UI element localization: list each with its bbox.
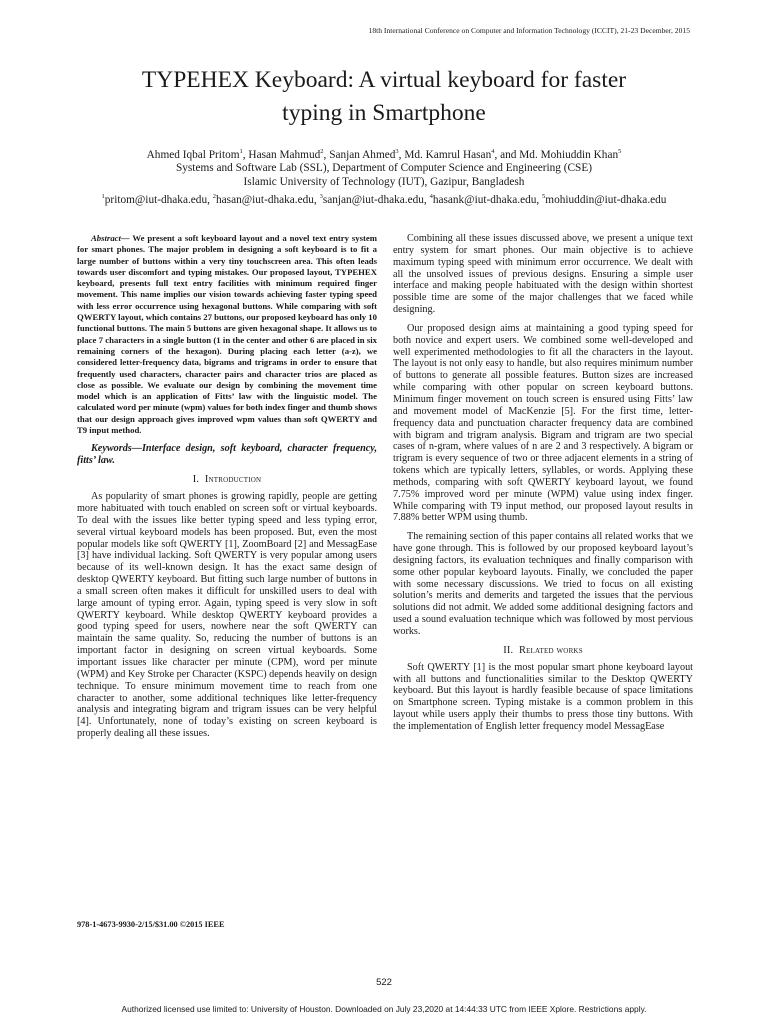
section-heading-related-works: II. Related works xyxy=(503,644,583,656)
left-column xyxy=(77,233,377,747)
page-number: 522 xyxy=(376,977,392,988)
license-notice: Authorized licensed use limited to: University of Houston. Downloaded on July 23,2020 at 14:44:33 UTC from IEEE Xplore. Restrictions apply. xyxy=(121,1004,647,1014)
right-column xyxy=(393,233,693,740)
related-works-paragraph: Soft QWERTY [1] is the most popular smart phone keyboard layout with all buttons and functionalities similar to the Desktop QWERTY keyboard. But this layout is hardly feasible because of space limitations on Smartphone screen. Typing mistake is a common problem in this layout while users apply their thumbs to press those tiny buttons. With the implementation of English letter frequency model MessagEase xyxy=(393,661,693,732)
abstract-text: We present a soft keyboard layout and a novel text entry system for smart phones. The major problem in designing a soft keyboard is to fit a large number of buttons within a very tiny touchscreen area. This often leads towards user discomfort and typing mistakes. Our proposed layout, TYPEHEX keyboard, presents full text entry facilities with minimum required finger movement. This name implies our vision towards achieving faster typing speed with less error occurrence using hexagonal buttons. While comparing with soft QWERTY layout, which contains 27 buttons, our proposed keyboard has only 10 functional buttons. The main 5 buttons are given hexagonal shape. It allows us to place 7 characters in a single button (1 in the center and other 6 are placed in six remaining corners of the hexagon). During placing each letter (a-z), we considered letter-frequency data, bigrams and trigrams in order to ensure that frequently used characters, character pairs and character trios are placed as close as possible. We evaluate our design by combining the movement time model which is an application of Fitts’ law with the linguistic model. The calculated word per minute (wpm) values for both index finger and thumb shows that our design approach gives improved wpm values than soft QWERTY and T9 input method. xyxy=(77,233,377,436)
body-paragraph-3: The remaining section of this paper contains all related works that we have gone through. This is followed by our proposed keyboard layout’s designing factors, its evaluation techniques and finally comparison with some other popular keyboard layouts. Finally, we concluded the paper with some necessary discussions. We tried to focus on all existing solution’s merits and demerits and targeted the issues that the pervious solutions did not admit. We added some additional designing factors and used a sound evaluation technique which was followed by most pervious works. xyxy=(393,531,693,637)
author-2: Hasan Mahmud xyxy=(248,148,321,161)
keywords: Keywords—Interface design, soft keyboard, character frequency, fitts’ law. xyxy=(77,443,377,467)
author-3: Sanjan Ahmed xyxy=(329,148,396,161)
body-paragraph-2: Our proposed design aims at maintaining a good typing speed for both novice and expert users. We combined some well-developed and well experimented methodologies to fit all the characters in the layout. The layout is not only easy to handle, but also requires minimum number of buttons to generate all possible features. Button sizes are increased while comparing with other popular on screen keyboard buttons. Minimum finger movement on touch screen is ensured using Fitts’ law and movement model of MacKenzie [5]. For the first time, letter-frequency data and punctuation character frequency data are combined with bigram and trigram analysis. Bigram and trigram are two special cases of n-gram, where values of n are 2 and 3 respectively. A bigram or trigram is every sequence of two or three adjacent elements in a string of tokens which are typically letters, syllables, or words. Applying these methods, comparing with soft QWERTY keyboard layout, we found 7.75% improved word per minute (WPM) value using index finger. While comparing with T9 input method, our proposed layout results in 7.88% better WPM using thumb. xyxy=(393,322,693,524)
title-line-2: typing in Smartphone xyxy=(282,100,486,126)
affiliation-2: Islamic University of Technology (IUT), Gazipur, Bangladesh xyxy=(243,175,525,188)
abstract-label: Abstract— xyxy=(91,233,130,243)
author-5: and Md. Mohiuddin Khan xyxy=(500,148,619,161)
conference-header: 18th International Conference on Computer and Information Technology (ICCIT), 21-23 December, 2015 xyxy=(368,26,690,35)
title-line-1: TYPEHEX Keyboard: A virtual keyboard for faster xyxy=(141,67,627,93)
body-paragraph-1: Combining all these issues discussed above, we present a unique text entry system for smart phones. Our main objective is to achieve maximum typing speed with minimum error occurrence. We dealt with all the unsolved issues of previous designs. Ensuring a simple user interface and making people habituated with the design within shortest possible time are some of the major challenges that we faced while designing. xyxy=(393,233,693,316)
author-4: Md. Kamrul Hasan xyxy=(404,148,492,161)
author-1: Ahmed Iqbal Pritom xyxy=(146,148,240,161)
intro-paragraph: As popularity of smart phones is growing rapidly, people are getting more habituated with touch enabled on screen soft or virtual keyboards. To deal with the issues like better typing speed and less typing error, several virtual keyboard models has been proposed. But, even the most popular models like soft QWERTY [1], ZoomBoard [2] and MessagEase [3] have individual lacking. Soft QWERTY is very popular among users because of its well-known design. It has the exact same design of desktop QWERTY keyboard. But fitting such large number of buttons in a small screen often makes it difficult for unskilled users to deal with large amount of typing error. Again, typing speed is very slow in soft QWERTY keyboard. While desktop QWERTY keyboard provides a good typing speed for users, nowhere near the soft QWERTY can maintain the same quality. So, reducing the number of buttons is an important factor in designing on screen virtual keyboards. Some important issues like character per minute (CPM), word per minute (WPM) and Key Stroke per Character (KSPC) depends heavily on design technique. To ensure minimum movement time to reach from one character to another, some additional techniques like letter-frequency analysis and integrating bigram and trigram issues can be very helpful [4]. Unfortunately, none of today’s existing on screen keyboard is properly dealing all these issues. xyxy=(77,491,377,740)
section-heading-introduction: I. Introduction xyxy=(192,474,262,486)
author-list: Ahmed Iqbal Pritom$^1$, Hasan Mahmud$^2$, Sanjan Ahmed$^3$, Md. Kamrul Hasan$^4$, and Md. Mohiuddin Khan$^5$ xyxy=(146,148,622,161)
affiliation-1: Systems and Software Lab (SSL), Department of Computer Science and Engineering (CSE) xyxy=(175,162,592,175)
abstract xyxy=(77,233,377,436)
isbn-copyright: 978-1-4673-9930-2/15/$31.00 ©2015 IEEE xyxy=(77,920,225,929)
paper-title xyxy=(78,64,690,130)
author-block xyxy=(60,145,708,207)
author-emails: $^1$pritom@iut-dhaka.edu, $^2$hasan@iut-dhaka.edu, $^3$sanjan@iut-dhaka.edu, $^4$hasank@iut-dhaka.edu, $^5$mohiuddin@iut-dhaka.edu xyxy=(101,192,667,206)
